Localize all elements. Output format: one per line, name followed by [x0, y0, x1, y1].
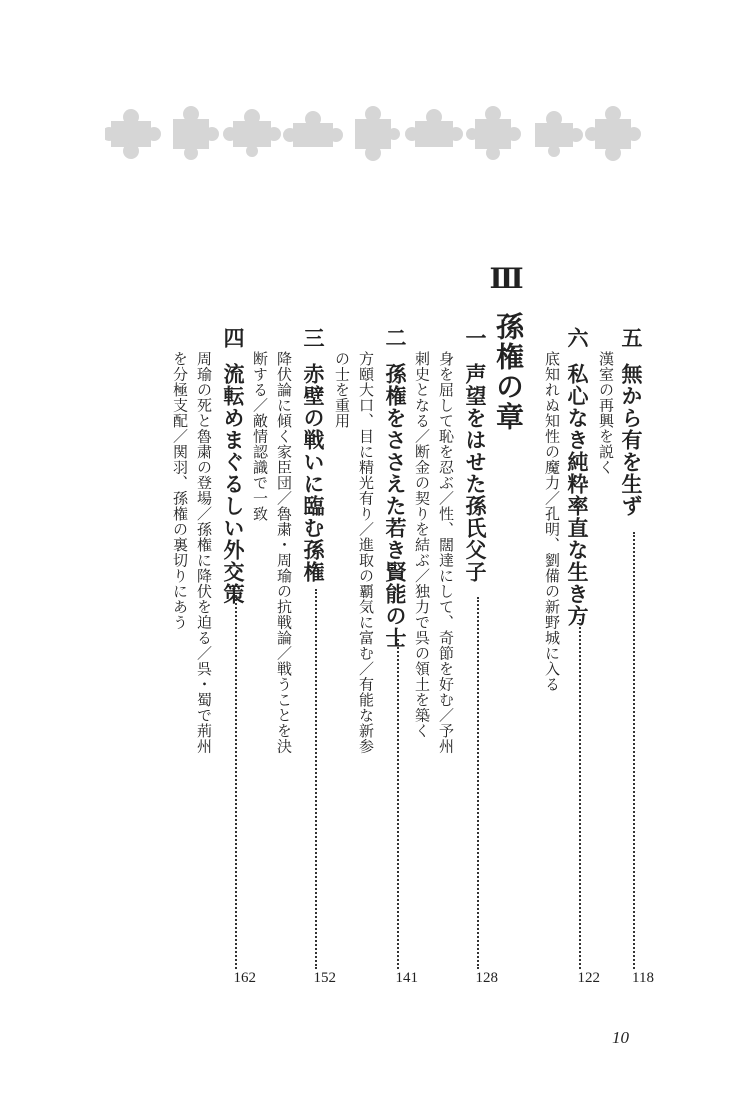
toc-entry[interactable]: [588, 327, 654, 987]
page-number: 122: [577, 970, 600, 986]
entry-number: 四: [221, 327, 246, 349]
leader-dots: [633, 532, 635, 969]
leader-dots: [579, 619, 581, 969]
entry-number: 二: [383, 327, 408, 349]
toc-entry[interactable]: [251, 327, 336, 987]
page-number: 128: [475, 970, 498, 986]
entry-subtopics: 底知れぬ知性の魔力／孔明、劉備の新野城に入る: [543, 351, 561, 692]
leader-dots: [315, 589, 317, 969]
leader-dots: [235, 595, 237, 969]
entry-title: 三赤壁の戦いに臨む孫権: [298, 327, 328, 583]
entry-number: 一: [463, 327, 488, 349]
leader-dots: [397, 639, 399, 969]
puzzle-pieces-decoration: [105, 105, 645, 163]
page-number: 152: [313, 970, 336, 986]
chapter-title: 孫権の章: [492, 312, 525, 432]
folio-page-number: 10: [612, 1028, 629, 1047]
page-number: 162: [233, 970, 256, 986]
entry-subtopics: 方頤大口、目に精光有り／進取の覇気に富む／有能な新参 の士を重用: [333, 351, 375, 754]
entry-title: 四流転めまぐるしい外交策: [218, 327, 248, 605]
entry-number: 六: [565, 327, 590, 349]
entry-number: 三: [301, 327, 326, 349]
entry-number: 五: [619, 327, 644, 349]
leader-dots: [477, 597, 479, 969]
entry-subtopics: 身を屈して恥を忍ぶ／性、闊達にして、奇節を好む／予州 刺史となる／断金の契りを結ぶ／独力で呉の領土を築く: [413, 351, 455, 754]
entry-title: 五無から有を生ず: [616, 327, 646, 517]
page-number: 141: [395, 970, 418, 986]
toc-entry[interactable]: [171, 327, 256, 987]
entry-title: 二孫権をささえた若き賢能の士: [380, 327, 410, 649]
toc-entry[interactable]: [333, 327, 418, 987]
entry-title: 六私心なき純粋率直な生き方: [562, 327, 592, 627]
entry-subtopics: 周瑜の死と魯粛の登場／孫権に降伏を迫る／呉・蜀で荊州 を分極支配／関羽、孫権の裏切りにあう: [171, 351, 213, 754]
toc-entry[interactable]: [534, 327, 600, 987]
entry-subtopics: 漢室の再興を説く: [597, 351, 615, 475]
page-number: 118: [632, 970, 654, 986]
entry-title: 一声望をはせた孫氏父子: [460, 327, 490, 583]
entry-subtopics: 降伏論に傾く家臣団／魯粛・周瑜の抗戦論／戦うことを決 断する／敵情認識で一致: [251, 351, 293, 754]
part-numeral: Ⅲ: [490, 262, 523, 295]
toc-entry[interactable]: [413, 327, 498, 987]
